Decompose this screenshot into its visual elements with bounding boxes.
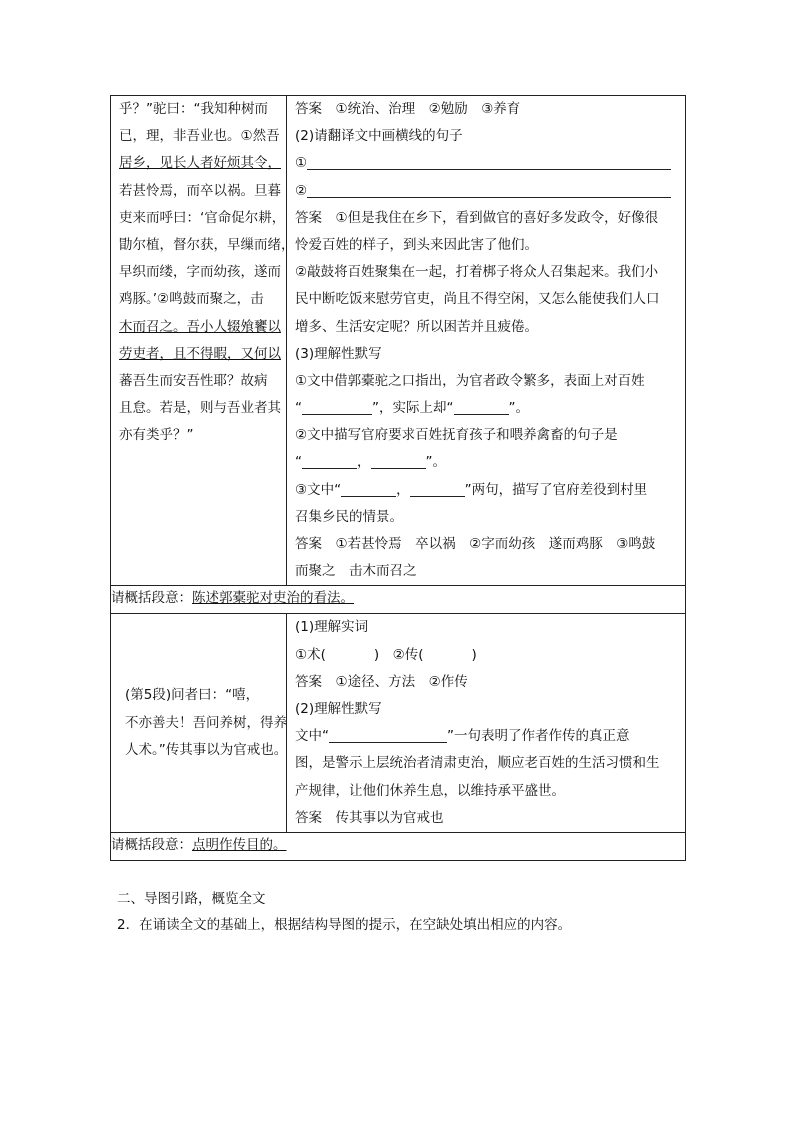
word-blank-line: ①术( ) ②传( ) — [295, 646, 477, 663]
passage-line: 乎？”驼曰：“我知种树而 — [119, 101, 268, 117]
translation-blank-2[interactable]: ② — [295, 178, 679, 205]
blank[interactable] — [454, 398, 509, 415]
passage-line: 蕃吾生而安吾性耶？故病 — [119, 372, 268, 389]
answer-line: 而聚之 击木而召之 — [295, 563, 417, 580]
fill-blank-line: “ ， ”。 — [295, 454, 446, 471]
passage-line: 不亦善夫！吾问养树，得养 — [125, 714, 287, 731]
summary-cell — [111, 586, 686, 614]
answer-line: 答案 ①途径、方法 ②作传 — [295, 673, 468, 690]
question-line: (2)请翻译文中画横线的句子 — [295, 128, 463, 145]
passage-line: 且怠。若是，则与吾业者其 — [119, 400, 281, 417]
answer-line: 增多、生活安定呢？所以困苦并且疲倦。 — [295, 318, 538, 335]
passage-cell — [111, 614, 287, 833]
instruction-text: 2．在诵读全文的基础上，根据结构导图的提示，在空缺处填出相应的内容。 — [117, 917, 572, 933]
passage-line: 亦有类乎？” — [119, 427, 194, 444]
passage-line: 勖尔植，督尔获，早缫而绪， — [119, 236, 295, 253]
passage-line: 劳吏者，且不得暇，又何以 — [119, 345, 281, 362]
table-row — [111, 614, 686, 833]
passage-line: 吏来而呼曰：‘官命促尔耕， — [119, 209, 286, 226]
passage-line: 人术。”传其事以为官戒也。 — [125, 741, 288, 758]
summary-label: 请概括段意： — [111, 836, 192, 853]
answer-line: 答案 ①统治、治理 ②勉励 ③养育 — [295, 101, 521, 117]
passage-text — [111, 614, 286, 764]
summary-row — [111, 832, 686, 860]
answer-line: 答案 ①若甚怜焉 卒以祸 ②字而幼孩 遂而鸡豚 ③鸣鼓 — [295, 536, 656, 552]
blank[interactable] — [302, 452, 357, 469]
question-line: (3)理解性默写 — [295, 345, 382, 362]
translation-blank-1[interactable]: ① — [295, 150, 679, 177]
question-line: 图，是警示上层统治者清肃吏治，顺应老百姓的生活习惯和生 — [295, 755, 660, 772]
summary-row — [111, 586, 686, 614]
questions-text — [287, 96, 685, 585]
passage-line: 鸡豚。’②鸣鼓而聚之，击 — [119, 291, 264, 308]
passage-line: 居乡，见长人者好烦其令， — [119, 155, 281, 172]
blank[interactable] — [302, 398, 372, 415]
summary-answer: 点明作传目的。 — [192, 836, 287, 853]
question-line: 召集乡民的情景。 — [295, 508, 403, 525]
passage-cell — [111, 96, 295, 586]
question-line: ②文中描写官府要求百姓抚育孩子和喂养禽畜的句子是 — [295, 427, 618, 444]
answer-line: 民中断吃饭来慰劳官吏，尚且不得空闲，又怎么能使我们人口 — [295, 291, 660, 308]
passage-line: (第5段)问者曰：“嘻， — [125, 687, 260, 704]
fill-blank-line: 文中“ ”一句表明了作者作传的真正意 — [295, 728, 630, 745]
answer-line: ②敲鼓将百姓聚集在一起，打着梆子将众人召集起来。我们小 — [295, 264, 659, 281]
summary-label: 请概括段意： — [111, 590, 192, 607]
question-line: (1)理解实词 — [295, 619, 369, 636]
questions-cell — [287, 614, 686, 833]
fill-blank-line: “ ”，实际上却“ ”。 — [295, 400, 529, 417]
questions-cell — [287, 96, 686, 586]
answer-line: 答案 ①但是我住在乡下，看到做官的喜好多发政令，好像很 — [295, 209, 659, 226]
passage-line: 已，理，非吾业也。①然吾 — [119, 128, 280, 145]
question-line: 产规律，让他们休养生息，以维持承平盛世。 — [295, 782, 565, 799]
question-line: (2)理解性默写 — [295, 700, 382, 717]
passage-line: 木而召之。吾小人辍飧饔以 — [119, 318, 281, 335]
questions-text — [287, 614, 685, 832]
table-row — [111, 96, 686, 586]
question-line: ①文中借郭橐驼之口指出，为官者政令繁多，表面上对百姓 — [295, 372, 645, 389]
blank[interactable] — [410, 480, 465, 497]
answer-line: 答案 传其事以为官戒也 — [295, 809, 444, 826]
passage-line: 若甚怜焉，而卒以祸。旦暮 — [119, 182, 281, 199]
passage-text — [111, 96, 295, 449]
reading-table — [110, 95, 686, 861]
blank[interactable] — [329, 726, 447, 743]
passage-line: 早织而缕，字而幼孩，遂而 — [119, 264, 281, 281]
answer-line: 怜爱百姓的样子，到头来因此害了他们。 — [295, 236, 538, 253]
summary-answer: 陈述郭橐驼对吏治的看法。 — [192, 590, 354, 607]
section-heading: 二、导图引路，概览全文 — [117, 891, 266, 907]
blank[interactable] — [341, 480, 396, 497]
summary-cell — [111, 832, 686, 860]
fill-blank-line: ③文中“ ， ”两句，描写了官府差役到村里 — [295, 481, 648, 498]
blank[interactable] — [371, 452, 426, 469]
